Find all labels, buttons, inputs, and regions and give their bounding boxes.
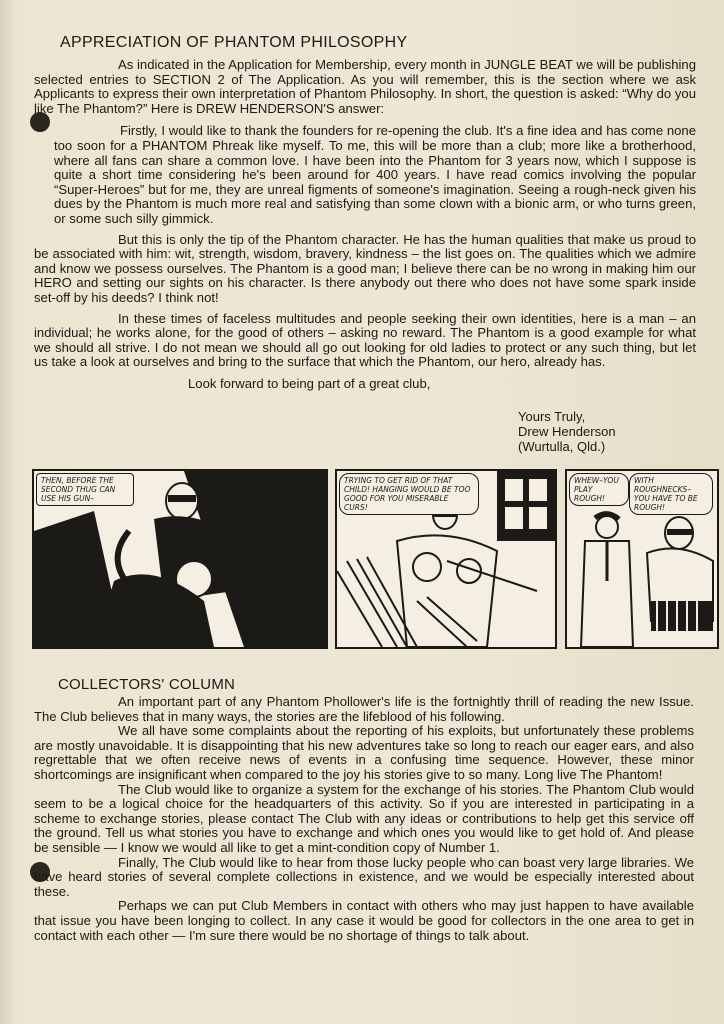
closing-line: Look forward to being part of a great club, — [188, 375, 431, 391]
article-paragraph: In these times of faceless multitudes and people seeking their own identities, here is a man – an individual; he works alone, for the good of others – asking no reward. The Phantom is a good example for what we should all strive. I do not mean we should all go out looking for old ladies to protect or any such thing, but let us take a look at ourselves and bring to the surface that which the Phantom, our hero, already has. — [34, 310, 696, 370]
column-paragraph: An important part of any Phantom Phollower's life is the fortnightly thrill of reading the new Issue. The Club believes that in many ways, the stories are the lifeblood of his following. — [34, 694, 694, 724]
article-intro: As indicated in the Application for Membership, every month in JUNGLE BEAT we will be publishing selected entries to SECTION 2 of The Application. As you will remember, this is the section where we ask Applicants to express their own interpretation of Phantom Philosophy. In short, the question is asked: “Why do you like The Phantom?” Here is DREW HENDERSON'S answer: — [34, 57, 696, 116]
comic-panel-3 — [565, 469, 719, 649]
column-paragraph: Perhaps we can put Club Members in contact with others who may just happen to have available that issue you have been longing to collect. In any case it would be good for collectors in the one area to get in contact with each other — I'm sure there would be no shortage of things to talk about. — [34, 898, 694, 943]
speech-balloon: WHEW–YOU PLAY ROUGH! — [569, 473, 629, 506]
signoff: Yours Truly, — [518, 409, 586, 424]
column-paragraph: Finally, The Club would like to hear from those lucky people who can boast very large libraries. We have heard stories of several complete collections in existence, and we would be especially interested about these. — [34, 854, 694, 899]
speech-balloon: WITH ROUGHNECKS– YOU HAVE TO BE ROUGH! — [629, 473, 713, 515]
comic-panel-1 — [32, 469, 328, 649]
article-paragraph: But this is only the tip of the Phantom character. He has the human qualities that make us proud to be associated with him: wit, strength, wisdom, bravery, kindness – the list goes on. The qualities which we admire and know we possess ourselves. The Phantom is a good man; I believe there can be no wrong in making him our HERO and setting our sights on his character. Is there anybody out there who does not have some spark inside set-off by his deeds? I think not! — [34, 231, 696, 305]
article-title: APPRECIATION OF PHANTOM PHILOSOPHY — [60, 34, 408, 51]
article-paragraph: Firstly, I would like to thank the founders for re-opening the club. It's a fine idea and has come none too soon for a PHANTOM Phreak like myself. To me, this will be more than a club; more like a brotherhood, where all fans can share a common love. I have been into the Phantom for 3 years now, which I suppose is quite a short time considering he's been around for 400 years. I have read comics involving the popular “Super-Heroes” but for me, they are unreal figments of someone's imagination. Seeing a rough-neck given his dues by the Phantom is much more real and satisfying than some clown with a bionic arm, or who turns green, or some such silly gimmick. — [54, 123, 696, 226]
signature-block — [518, 409, 616, 454]
author-location: (Wurtulla, Qld.) — [518, 439, 606, 454]
caption-box: THEN, BEFORE THE SECOND THUG CAN USE HIS GUN– — [36, 473, 134, 506]
section-title: COLLECTORS' COLUMN — [58, 676, 236, 693]
collectors-column — [34, 676, 694, 943]
author-name: Drew Henderson — [518, 424, 616, 439]
comic-panel-2 — [335, 469, 557, 649]
comic-strip — [32, 469, 718, 647]
column-paragraph: The Club would like to organize a system for the exchange of his stories. The Phantom Club would seem to be a logical choice for the headquarters of this activity. So if you are interested in participating in a scheme to exchange stories, please contact The Club with any ideas or contributions to help get this service off the ground. Tell us what stories you have to exchange and which ones you would like to get hold of. And please be sensible — I know we would all like to get a mint-condition copy of Number 1. — [34, 781, 694, 855]
speech-balloon: TRYING TO GET RID OF THAT CHILD! HANGING WOULD BE TOO GOOD FOR YOU MISERABLE CURS! — [339, 473, 479, 515]
article — [34, 34, 696, 391]
column-paragraph: We all have some complaints about the reporting of his exploits, but unfortunately these problems are mostly unavoidable. It is disappointing that his new adventures take so long to reach our eager ears, and also regrettable that we often receive news of events in a confusing time sequence. However, these minor shortcomings are insignificant when compared to the joy his stories give to so many. Long live The Phantom! — [34, 723, 694, 782]
